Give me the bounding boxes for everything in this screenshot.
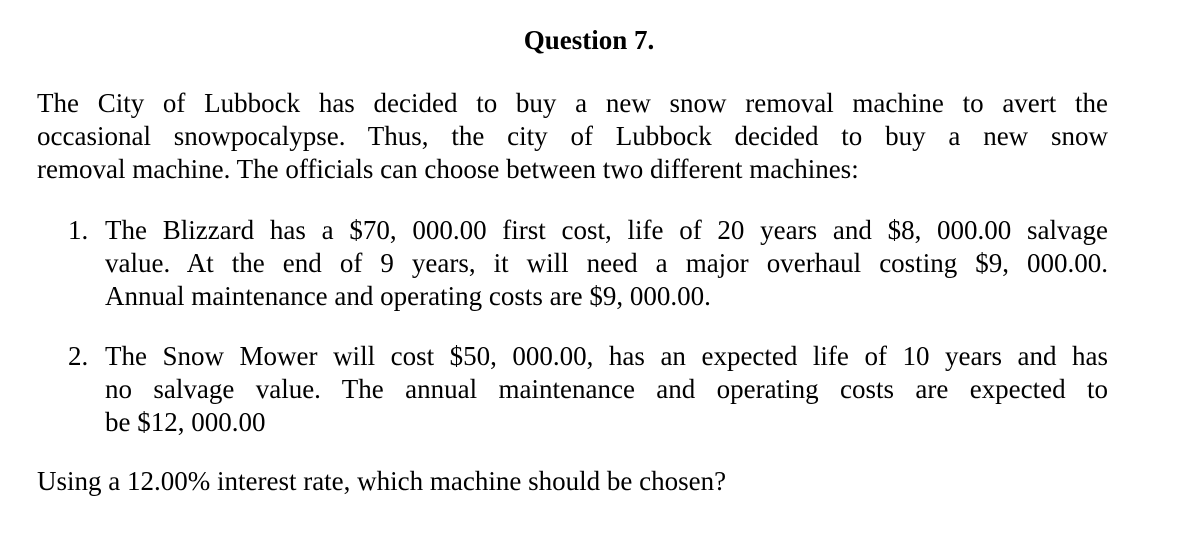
list-item-number: 2. bbox=[68, 341, 89, 371]
list-item-number: 1. bbox=[68, 215, 89, 245]
list-item-text bbox=[105, 214, 1108, 313]
list-item-line: value. At the end of 9 years, it will need a major overhaul costing $9, 000.00. bbox=[105, 248, 1108, 278]
list-item-line: no salvage value. The annual maintenance and operating costs are expected to bbox=[105, 374, 1108, 404]
intro-line: removal machine. The officials can choose between two different machines: bbox=[37, 154, 859, 184]
list-item-line: be $12, 000.00 bbox=[105, 407, 266, 437]
intro-line: The City of Lubbock has decided to buy a new snow removal machine to avert the bbox=[37, 88, 1108, 118]
closing-question bbox=[37, 465, 1108, 498]
list-item-line: Annual maintenance and operating costs are $9, 000.00. bbox=[105, 281, 711, 311]
list-item-line: The Snow Mower will cost $50, 000.00, has an expected life of 10 years and has bbox=[105, 341, 1108, 371]
list-item-text bbox=[105, 340, 1108, 439]
question-text: Using a 12.00% interest rate, which machine should be chosen? bbox=[37, 466, 727, 496]
list-item-line: The Blizzard has a $70, 000.00 first cost, life of 20 years and $8, 000.00 salvage bbox=[105, 215, 1108, 245]
intro-paragraph bbox=[37, 87, 1108, 186]
intro-line: occasional snowpocalypse. Thus, the city of Lubbock decided to buy a new snow bbox=[37, 121, 1108, 151]
question-title: Question 7. bbox=[523, 25, 655, 55]
